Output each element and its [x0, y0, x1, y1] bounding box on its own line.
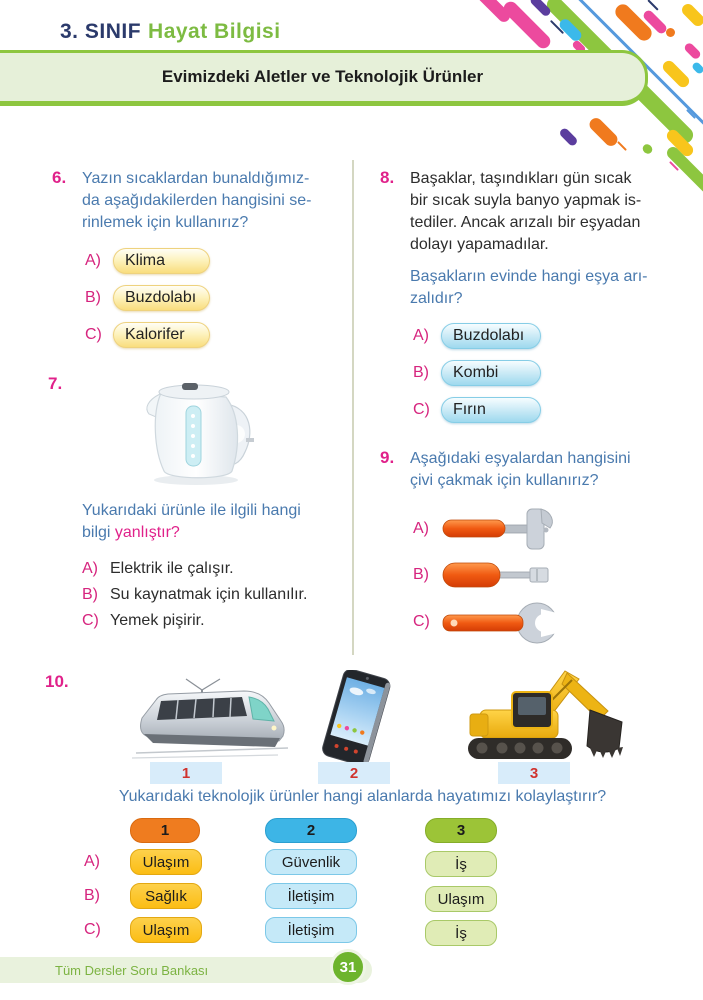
question-text-line: bir sıcak suyla banyo yapmak is-	[410, 192, 642, 209]
smartphone-image	[305, 670, 405, 765]
question-text-line: çivi çakmak için kullanırız?	[410, 472, 599, 489]
question-7	[48, 372, 358, 643]
option-pill: Buzdolabı	[441, 323, 541, 349]
option-letter: A)	[85, 252, 101, 269]
topic-title: Evimizdeki Aletler ve Teknolojik Ürünler	[161, 67, 484, 86]
confetti-piece	[660, 58, 691, 89]
footer-bar	[0, 957, 372, 983]
table-cell: Sağlık	[130, 883, 202, 909]
confetti-piece	[647, 0, 658, 11]
answer-table	[60, 818, 650, 948]
option-c	[85, 322, 357, 348]
option-letter: C)	[82, 612, 99, 629]
option-a	[85, 248, 357, 274]
table-cell: İş	[425, 920, 497, 946]
option-text: Yemek pişirir.	[110, 612, 205, 629]
option-a	[82, 558, 358, 580]
confetti-piece	[550, 20, 564, 34]
question-text-line: Yukarıdaki ürünle ile ilgili hangi	[82, 502, 301, 519]
table-header-1: 1	[130, 818, 200, 843]
question-text-line: zalıdır?	[410, 290, 463, 307]
option-c	[413, 599, 698, 645]
table-cell: İletişim	[265, 883, 357, 909]
confetti-piece	[691, 61, 703, 75]
confetti-piece	[476, 0, 513, 24]
option-letter: C)	[85, 326, 102, 343]
option-b	[85, 285, 357, 311]
table-cell: İletişim	[265, 917, 357, 943]
question-text-line: rinlemek için kullanırız?	[82, 214, 249, 231]
option-letter: A)	[82, 560, 98, 577]
question-6	[52, 168, 357, 359]
option-c	[82, 610, 358, 632]
question-9	[380, 448, 698, 656]
question-text-line: Başaklar, taşındıkları gün sıcak	[410, 170, 632, 187]
table-header-2: 2	[265, 818, 357, 843]
confetti-piece	[683, 41, 702, 60]
option-letter: B)	[85, 289, 101, 306]
page-number-badge: 31	[330, 949, 366, 985]
tram-image	[128, 676, 293, 760]
screwdriver-image	[441, 560, 556, 590]
confetti-piece	[664, 127, 695, 158]
row-letter: B)	[84, 887, 100, 904]
subject-label: Hayat Bilgisi	[148, 20, 281, 43]
option-letter: B)	[413, 566, 429, 583]
option-letter: C)	[413, 613, 430, 630]
option-letter: B)	[82, 586, 98, 603]
row-letter: C)	[84, 921, 101, 938]
row-letter: A)	[84, 853, 100, 870]
item-number-label: 3	[498, 762, 570, 784]
confetti-piece	[642, 9, 669, 36]
hammer-image	[441, 504, 556, 554]
option-a	[413, 323, 698, 349]
option-pill: Fırın	[441, 397, 541, 423]
question-text-line: dolayı yapamadılar.	[410, 236, 549, 253]
table-cell: Ulaşım	[130, 917, 202, 943]
question-text-line: da aşağıdakilerden hangisini se-	[82, 192, 312, 209]
option-pill: Buzdolabı	[113, 285, 210, 311]
confetti-piece	[641, 142, 654, 155]
book-title: Tüm Dersler Soru Bankası	[55, 962, 209, 978]
option-text: Elektrik ile çalışır.	[110, 560, 234, 577]
grade-subject-heading	[60, 20, 281, 44]
electric-kettle-image	[130, 372, 270, 490]
option-pill: Kombi	[441, 360, 541, 386]
question-8	[380, 168, 698, 434]
table-cell: Güvenlik	[265, 849, 357, 875]
question-text-line: tediler. Ancak arızalı bir eşyadan	[410, 214, 641, 231]
confetti-piece	[557, 17, 583, 43]
item-number-label: 1	[150, 762, 222, 784]
option-b	[413, 360, 698, 386]
confetti-piece	[617, 141, 627, 151]
question-text-line: Yazın sıcaklardan bunaldığımız-	[82, 170, 310, 187]
question-number: 8.	[380, 168, 395, 187]
option-pill: Kalorifer	[113, 322, 210, 348]
option-b	[413, 560, 698, 590]
option-c	[413, 397, 698, 423]
confetti-piece	[529, 0, 552, 18]
question-text-line: Başakların evinde hangi eşya arı-	[410, 268, 648, 285]
item-number-label: 2	[318, 762, 390, 784]
option-a	[413, 504, 698, 554]
question-number: 7.	[48, 374, 63, 393]
question-10	[40, 668, 685, 818]
confetti-piece	[686, 109, 696, 119]
option-pill: Klima	[113, 248, 210, 274]
grade-label: 3. SINIF	[60, 20, 142, 43]
option-b	[82, 584, 358, 606]
question-number: 6.	[52, 168, 67, 187]
question-text: Yukarıdaki teknolojik ürünler hangi alanlarda hayatımızı kolaylaştırır?	[118, 788, 607, 805]
option-letter: A)	[413, 327, 429, 344]
question-number: 9.	[380, 448, 395, 467]
excavator-image	[452, 662, 627, 764]
question-number: 10.	[45, 672, 69, 691]
confetti-piece	[664, 26, 677, 39]
confetti-piece	[501, 0, 553, 51]
table-cell: İş	[425, 851, 497, 877]
confetti-piece	[680, 2, 703, 29]
table-cell: Ulaşım	[425, 886, 497, 912]
confetti-piece	[558, 127, 579, 148]
question-text-line: Aşağıdaki eşyalardan hangisini	[410, 450, 631, 467]
option-letter: B)	[413, 364, 429, 381]
table-cell: Ulaşım	[130, 849, 202, 875]
option-text: Su kaynatmak için kullanılır.	[110, 586, 308, 603]
option-letter: C)	[413, 401, 430, 418]
option-letter: A)	[413, 520, 429, 537]
confetti-piece	[612, 1, 654, 43]
confetti-piece	[587, 115, 620, 148]
wrench-image	[441, 599, 563, 645]
topic-title-bar	[0, 50, 648, 106]
table-header-3: 3	[425, 818, 497, 843]
question-text-line: bilgi yanlıştır?	[82, 524, 180, 541]
